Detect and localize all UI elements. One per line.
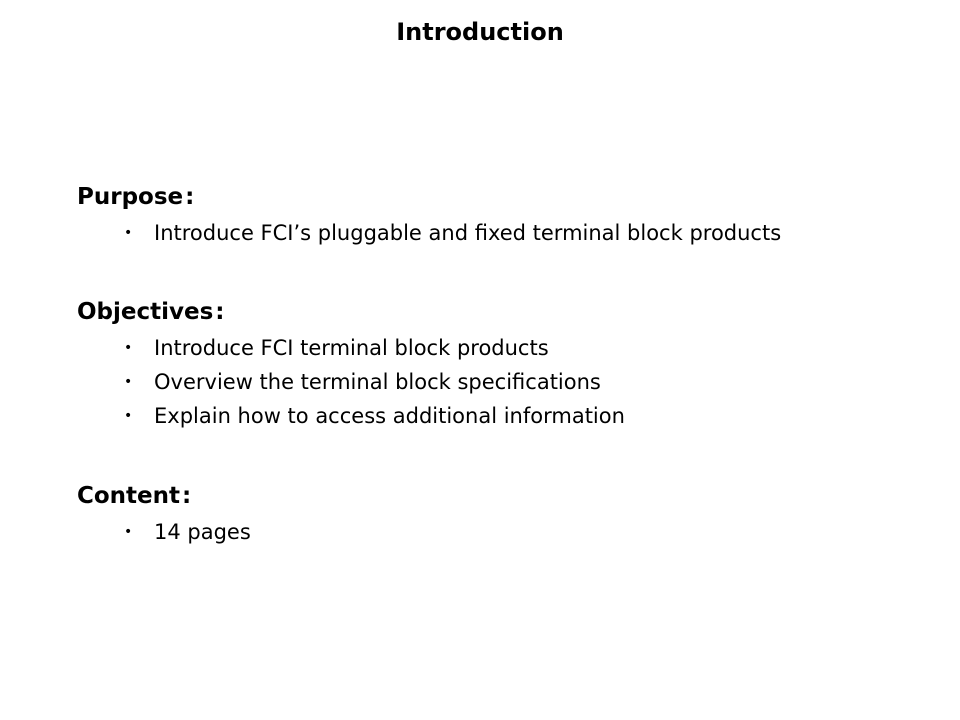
bullet-icon: • — [124, 374, 133, 390]
bullet-list — [77, 515, 251, 549]
section-heading — [77, 182, 781, 212]
section-heading — [77, 297, 625, 327]
list-item — [77, 515, 251, 549]
bullet-icon: • — [124, 225, 133, 241]
slide-title: Introduction — [396, 18, 564, 46]
section-heading — [77, 481, 251, 511]
section-objectives — [77, 297, 625, 433]
bullet-list — [77, 216, 781, 250]
list-item — [77, 365, 625, 399]
list-item — [77, 331, 625, 365]
heading-text: Objectives — [77, 299, 214, 325]
list-item — [77, 399, 625, 433]
list-item — [77, 216, 781, 250]
section-content — [77, 481, 251, 549]
bullet-text: Introduce FCI terminal block products — [154, 336, 549, 360]
bullet-text: Overview the terminal block specifications — [154, 370, 601, 394]
bullet-text: Explain how to access additional information — [154, 404, 625, 428]
bullet-text: Introduce FCI’s pluggable and fixed terminal block products — [154, 221, 782, 245]
bullet-text: 14 pages — [154, 520, 251, 544]
bullet-icon: • — [124, 524, 133, 540]
section-purpose — [77, 182, 781, 250]
heading-colon: : — [215, 299, 225, 325]
bullet-icon: • — [124, 340, 133, 356]
heading-colon: : — [185, 184, 195, 210]
bullet-icon: • — [124, 408, 133, 424]
heading-text: Purpose — [77, 184, 184, 210]
bullet-list — [77, 331, 625, 433]
heading-text: Content — [77, 483, 181, 509]
heading-colon: : — [182, 483, 192, 509]
